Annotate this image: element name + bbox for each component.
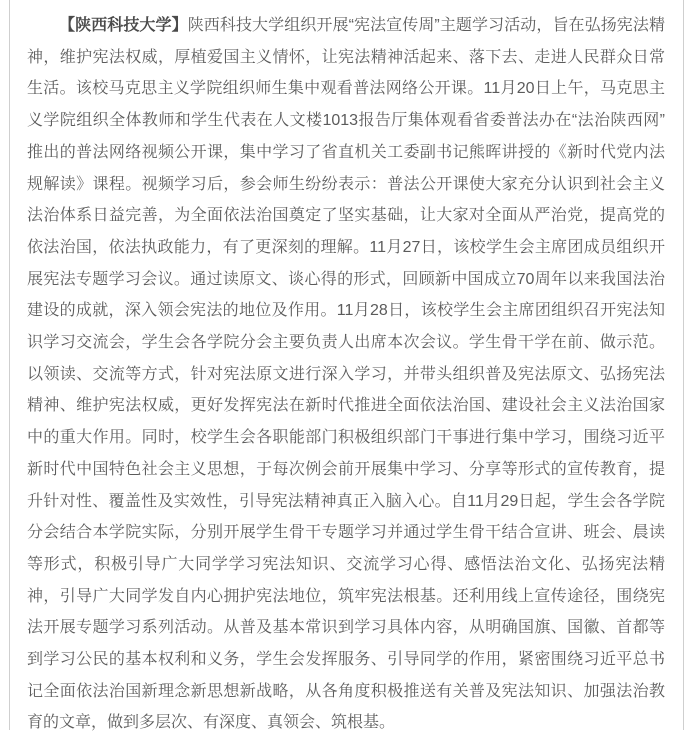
article-paragraph: [27, 10, 665, 739]
article-page-frame: [9, 0, 684, 730]
article-source-label: 【陕西科技大学】: [59, 17, 188, 34]
article-body-text: 陕西科技大学组织开展“宪法宣传周”主题学习活动，旨在弘扬宪法精神，维护宪法权威，厚植爱国主义情怀，让宪法精神活起来、落下去、走进人民群众日常生活。该校马克思主义学院组织师生集中观看普法网络公开课。11月20日上午，马克思主义学院组织全体教师和学生代表在人文楼1013报告厅集体观看省委普法办在“法治陕西网”推出的普法网络视频公开课，集中学习了省直机关工委副书记熊晖讲授的《新时代党内法规解读》课程。视频学习后，参会师生纷纷表示：普法公开课使大家充分认识到社会主义法治体系日益完善，为全面依法治国奠定了坚实基础，让大家对全面从严治党，提高党的依法治国，依法执政能力，有了更深刻的理解。11月27日，该校学生会主席团成员组织开展宪法专题学习会议。通过读原文、谈心得的形式，回顾新中国成立70周年以来我国法治建设的成就，深入领会宪法的地位及作用。11月28日，该校学生会主席团组织召开宪法知识学习交流会，学生会各学院分会主要负责人出席本次会议。学生骨干学在前、做示范。以领读、交流等方式，针对宪法原文进行深入学习，并带头组织普及宪法原文、弘扬宪法精神、维护宪法权威，更好发挥宪法在新时代推进全面依法治国、建设社会主义法治国家中的重大作用。同时，校学生会各职能部门积极组织部门干事进行集中学习，围绕习近平新时代中国特色社会主义思想，于每次例会前开展集中学习、分享等形式的宣传教育，提升针对性、覆盖性及实效性，引导宪法精神真正入脑入心。自11月29日起，学生会各学院分会结合本学院实际，分别开展学生骨干专题学习并通过学生骨干结合宣讲、班会、晨读等形式，积极引导广大同学学习宪法知识、交流学习心得、感悟法治文化、弘扬宪法精神，引导广大同学发自内心拥护宪法地位，筑牢宪法根基。还利用线上宣传途径，围绕宪法开展专题学习系列活动。从普及基本常识到学习具体内容，从明确国旗、国徽、首都等到学习公民的基本权利和义务，学生会发挥服务、引导同学的作用，紧密围绕习近平总书记全面依法治国新理念新思想新战略，从各角度积极推送有关普及宪法知识、加强法治教育的文章，做到多层次、有深度、真领会、筑根基。: [27, 17, 665, 732]
article-content: [10, 0, 683, 739]
